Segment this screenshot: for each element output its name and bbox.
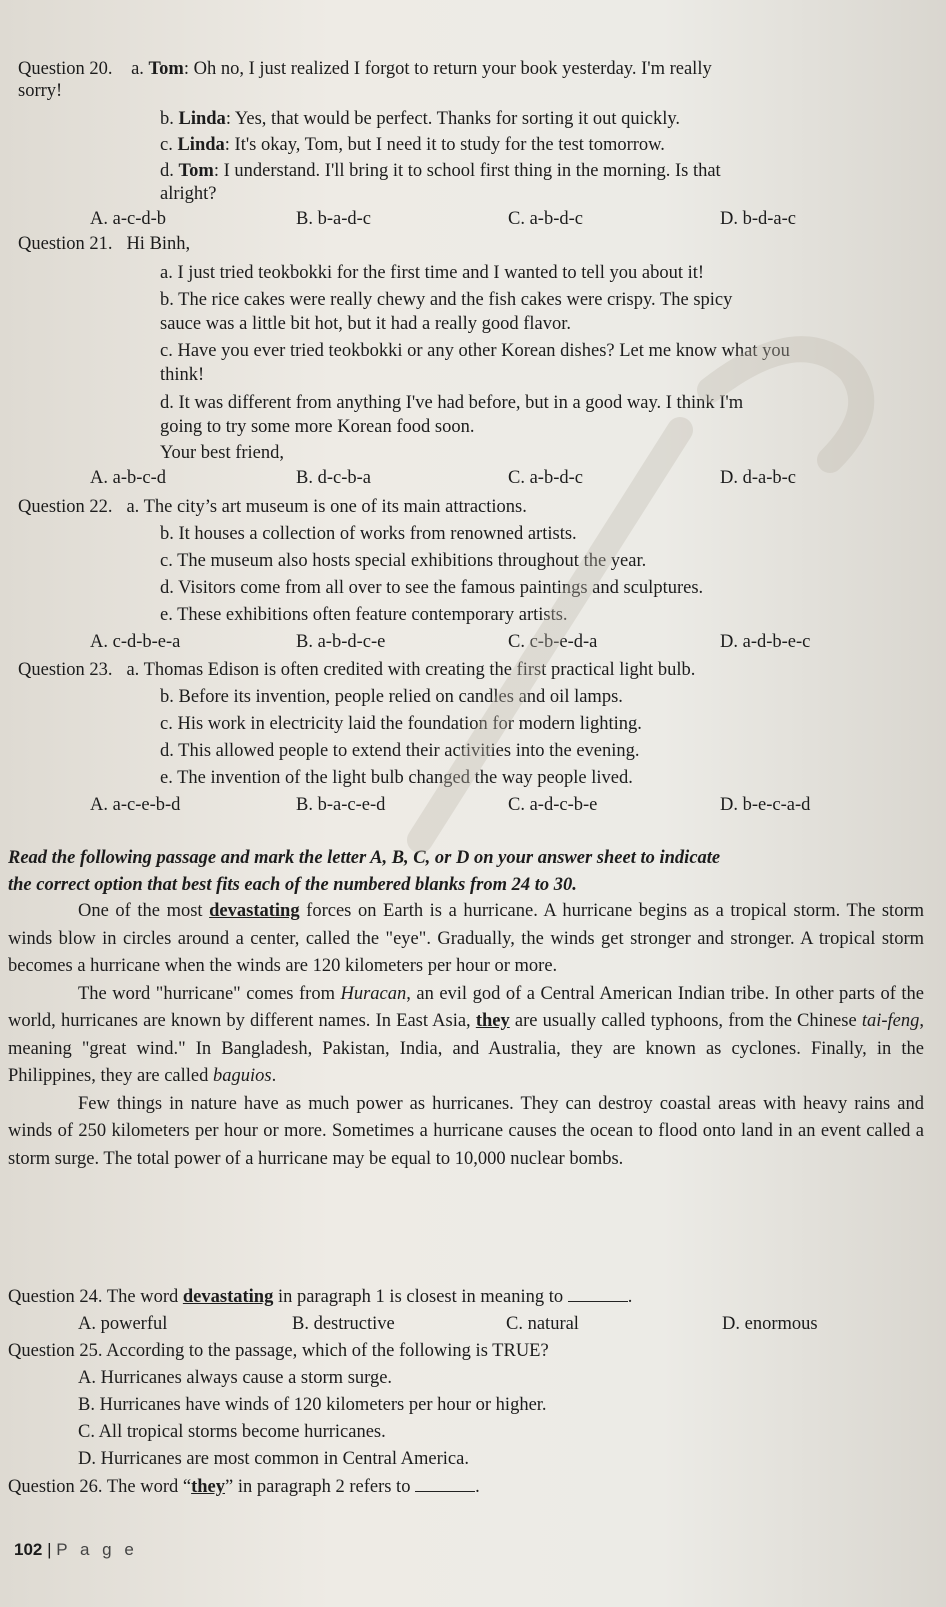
q20-option-d[interactable]: D. b-d-a-c <box>720 209 797 229</box>
q23-line-c: c. His work in electricity laid the foundation for modern lighting. <box>160 714 642 734</box>
q26-post: ” in paragraph 2 refers to <box>225 1477 411 1497</box>
q20-c-speaker: Linda <box>177 135 225 155</box>
q20-c-text: : It's okay, Tom, but I need it to study for the test tomorrow. <box>224 135 665 155</box>
p2-tai-feng: tai-feng <box>861 1011 920 1031</box>
q22-line-c: c. The museum also hosts special exhibitions throughout the year. <box>160 551 647 571</box>
q20-d-cont: alright? <box>160 184 217 204</box>
q20-c-prefix: c. <box>160 135 178 155</box>
q22-line-d: d. Visitors come from all over to see the famous paintings and sculptures. <box>160 578 704 598</box>
q23-option-d[interactable]: D. b-e-c-a-d <box>720 795 811 815</box>
q23-option-a[interactable]: A. a-c-e-b-d <box>90 795 181 815</box>
q20-line-d <box>160 160 721 182</box>
q23-option-b[interactable]: B. b-a-c-e-d <box>296 795 386 815</box>
q22-option-d[interactable]: D. a-d-b-e-c <box>720 632 811 652</box>
q22-line-b: b. It houses a collection of works from renowned artists. <box>160 524 577 544</box>
q26-end: . <box>475 1477 480 1497</box>
q22-a-text: a. The city’s art museum is one of its main attractions. <box>126 497 527 517</box>
q20-a-prefix: a. <box>131 59 149 79</box>
q25-stem: Question 25. According to the passage, which of the following is TRUE? <box>8 1341 549 1361</box>
p2-baguios: baguios <box>212 1066 272 1086</box>
q23-a-text: a. Thomas Edison is often credited with creating the first practical light bulb. <box>126 660 696 680</box>
q23-line-b: b. Before its invention, people relied on candles and oil lamps. <box>160 687 623 707</box>
q24-answer-blank[interactable] <box>568 1301 628 1302</box>
q21-line-d2: going to try some more Korean food soon. <box>160 417 475 437</box>
q25-option-d[interactable]: D. Hurricanes are most common in Central America. <box>78 1449 469 1469</box>
q22-option-c[interactable]: C. c-b-e-d-a <box>508 632 598 652</box>
passage-paragraph-2 <box>8 981 924 1091</box>
q24-option-b[interactable]: B. destructive <box>292 1314 395 1334</box>
q26-answer-blank[interactable] <box>415 1491 475 1492</box>
q22-line-e: e. These exhibitions often feature contemporary artists. <box>160 605 568 625</box>
passage-paragraph-1 <box>8 898 924 981</box>
p2-mid3: , meaning "great wind." In Bangladesh, Pakistan, India, and Australia, they are known as cyclones. Finally, in the Philippines, they are called <box>8 1011 924 1086</box>
p1-post: forces on Earth is a hurricane. A hurricane begins as a tropical storm. The storm winds blow in circles around a center, called the "eye". Gradually, the winds get stronger and stronger. A tropical storm becomes a hurricane when the winds are 120 kilometers per hour or more. <box>8 901 924 976</box>
q25-option-a[interactable]: A. Hurricanes always cause a storm surge. <box>78 1368 393 1388</box>
q23-option-c[interactable]: C. a-d-c-b-e <box>508 795 598 815</box>
q25-option-c[interactable]: C. All tropical storms become hurricanes. <box>78 1422 386 1442</box>
instruction-line-1: Read the following passage and mark the letter A, B, C, or D on your answer sheet to indicate <box>8 848 721 868</box>
p1-pre: One of the most <box>78 901 210 921</box>
q21-label: Question 21. <box>18 234 113 254</box>
q26-pre: Question 26. The word “ <box>8 1477 192 1497</box>
q24-end: . <box>627 1287 633 1307</box>
q21-line-b1: b. The rice cakes were really chewy and the fish cakes were crispy. The spicy <box>160 290 733 310</box>
q23-label: Question 23. <box>18 660 113 680</box>
q20-d-prefix: d. <box>160 161 179 181</box>
q20-a-text: : Oh no, I just realized I forgot to return your book yesterday. I'm really <box>183 59 712 79</box>
q20-line-c <box>160 134 665 156</box>
q22-label: Question 22. <box>18 497 113 517</box>
page-number: 102 <box>14 1540 43 1559</box>
q24-option-c[interactable]: C. natural <box>506 1314 579 1334</box>
footer-separator: | <box>42 1540 57 1559</box>
q20-a-speaker: Tom <box>148 59 184 79</box>
p2-pre: The word "hurricane" comes from <box>78 983 341 1004</box>
q23-line-d: d. This allowed people to extend their activities into the evening. <box>160 741 640 761</box>
page-footer <box>14 1540 138 1560</box>
q24-option-d[interactable]: D. enormous <box>722 1314 818 1334</box>
q22-line-a <box>18 496 527 518</box>
q25-option-b[interactable]: B. Hurricanes have winds of 120 kilometers per hour or higher. <box>78 1395 547 1415</box>
p2-mid1: , an evil god of a Central American Indian tribe. In other parts of the world, hurricanes are known by different names. In East Asia, <box>8 983 924 1031</box>
passage-paragraph-3: Few things in nature have as much power as hurricanes. They can destroy coastal areas with heavy rains and winds of 250 kilometers per hour or more. Sometimes a hurricane causes the ocean to flood onto land in an event called a storm surge. The total power of a hurricane may be equal to 10,000 nuclear bombs. <box>8 1093 924 1169</box>
q24-pre: Question 24. The word <box>8 1287 183 1307</box>
q21-option-a[interactable]: A. a-b-c-d <box>90 468 167 488</box>
q20-a-cont: sorry! <box>18 81 63 101</box>
q21-line-b2: sauce was a little bit hot, but it had a really good flavor. <box>160 314 572 334</box>
q24-stem <box>8 1286 632 1308</box>
q21-option-c[interactable]: C. a-b-d-c <box>508 468 583 488</box>
q20-line-a <box>18 58 712 80</box>
q21-option-d[interactable]: D. d-a-b-c <box>720 468 797 488</box>
q24-option-a[interactable]: A. powerful <box>78 1314 168 1334</box>
q21-closing: Your best friend, <box>160 443 285 463</box>
q20-b-text: : Yes, that would be perfect. Thanks for sorting it out quickly. <box>225 109 681 129</box>
q20-b-prefix: b. <box>160 109 179 129</box>
q20-d-speaker: Tom <box>178 161 214 181</box>
q20-option-a[interactable]: A. a-c-d-b <box>90 209 167 229</box>
q24-underlined-word: devastating <box>182 1287 274 1307</box>
q20-option-c[interactable]: C. a-b-d-c <box>508 209 583 229</box>
q20-option-b[interactable]: B. b-a-d-c <box>296 209 371 229</box>
reading-passage <box>8 898 924 1173</box>
p2-end: . <box>271 1066 277 1086</box>
q20-line-b <box>160 108 680 130</box>
p2-huracan: Huracan <box>340 983 407 1004</box>
q22-option-a[interactable]: A. c-d-b-e-a <box>90 632 181 652</box>
page-label: P a g e <box>56 1540 138 1559</box>
p2-mid2: are usually called typhoons, from the Chinese <box>509 1011 862 1031</box>
q20-d-text: : I understand. I'll bring it to school first thing in the morning. Is that <box>213 161 721 181</box>
q21-line-c2: think! <box>160 365 205 385</box>
q21-line-a: a. I just tried teokbokki for the first time and I wanted to tell you about it! <box>160 263 705 283</box>
q23-line-e: e. The invention of the light bulb changed the way people lived. <box>160 768 633 788</box>
q21-greeting: Hi Binh, <box>126 234 191 254</box>
q20-label: Question 20. <box>18 59 113 79</box>
q26-stem <box>8 1476 480 1498</box>
q21-header <box>18 233 190 255</box>
q22-option-b[interactable]: B. a-b-d-c-e <box>296 632 386 652</box>
q21-line-c1: c. Have you ever tried teokbokki or any other Korean dishes? Let me know what you <box>160 341 790 361</box>
p2-underlined-they: they <box>475 1011 510 1031</box>
q21-line-d1: d. It was different from anything I've had before, but in a good way. I think I'm <box>160 393 744 413</box>
q20-b-speaker: Linda <box>178 109 226 129</box>
q26-underlined-word: they <box>191 1477 226 1497</box>
q24-post: in paragraph 1 is closest in meaning to <box>273 1287 564 1307</box>
q21-option-b[interactable]: B. d-c-b-a <box>296 468 371 488</box>
q23-line-a <box>18 659 695 681</box>
instruction-line-2: the correct option that best fits each of the numbered blanks from 24 to 30. <box>8 875 577 895</box>
p1-underlined-word: devastating <box>209 901 300 921</box>
